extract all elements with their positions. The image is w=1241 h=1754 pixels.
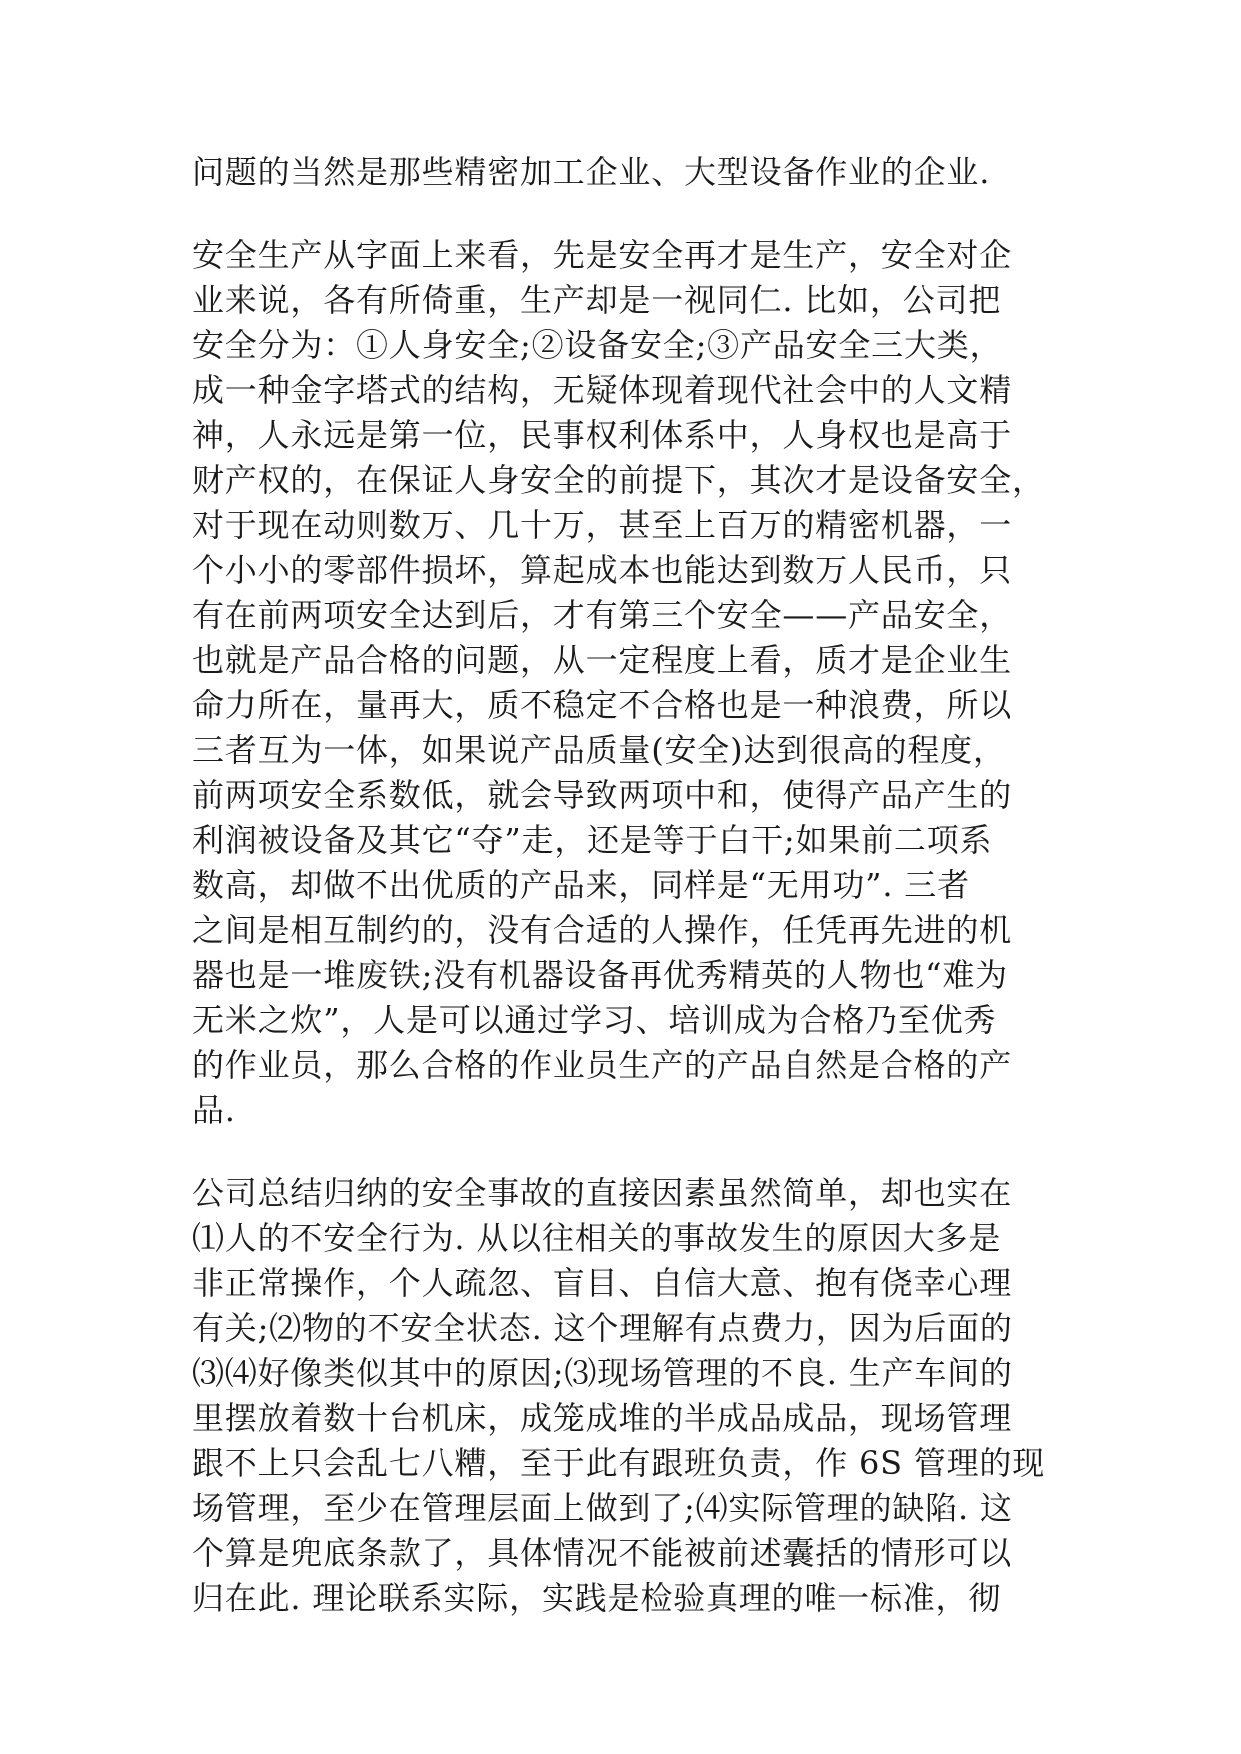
text-line: 归在此. 理论联系实际，实践是检验真理的唯一标准，彻 [192,1579,1002,1617]
paragraph-spacer [192,1133,1052,1171]
text-line: 问题的当然是那些精密加工企业、大型设备作业的企业. [192,153,991,191]
text-line: 公司总结归纳的安全事故的直接因素虽然简单，却也实在 [192,1174,1013,1212]
text-line: 场管理，至少在管理层面上做到了;⑷实际管理的缺陷. 这 [192,1489,1013,1527]
text-line: 业来说，各有所倚重，生产却是一视同仁. 比如，公司把 [192,281,1002,319]
text-line: 之间是相互制约的，没有合适的人操作，任凭再先进的机 [192,911,1013,949]
text-line: 三者互为一体，如果说产品质量(安全)达到很高的程度， [192,731,1006,769]
text-line: ⑶⑷好像类似其中的原因;⑶现场管理的不良. 生产车间的 [192,1354,1013,1392]
text-line: 利润被设备及其它“夺”走，还是等于白干;如果前二项系 [192,821,993,859]
paragraph-1 [192,150,1052,195]
text-line: 命力所在，量再大，质不稳定不合格也是一种浪费，所以 [192,686,1013,724]
text-line: 的作业员，那么合格的作业员生产的产品自然是合格的产 [192,1046,1013,1084]
paragraph-spacer [192,195,1052,233]
text-line: 器也是一堆废铁;没有机器设备再优秀精英的人物也“难为 [192,956,1008,994]
text-line: 财产权的，在保证人身安全的前提下，其次才是设备安全， [192,461,1045,499]
text-line: 无米之炊”，人是可以通过学习、培训成为合格乃至优秀 [192,1001,997,1039]
text-line: 有在前两项安全达到后，才有第三个安全——产品安全， [192,596,1013,634]
paragraph-3 [192,1171,1052,1621]
paragraph-2 [192,233,1052,1133]
text-line: 里摆放着数十台机床，成笼成堆的半成品成品，现场管理 [192,1399,1013,1437]
text-line: 数高，却做不出优质的产品来，同样是“无用功”. 三者 [192,866,970,904]
text-line: 安全分为：①人身安全;②设备安全;③产品安全三大类， [192,326,1003,364]
text-line: 前两项安全系数低，就会导致两项中和，使得产品产生的 [192,776,1013,814]
text-line: 品. [192,1091,236,1129]
text-line: ⑴人的不安全行为. 从以往相关的事故发生的原因大多是 [192,1219,1002,1257]
text-line: 也就是产品合格的问题，从一定程度上看，质才是企业生 [192,641,1013,679]
text-line: 跟不上只会乱七八糟，至于此有跟班负责，作 6S 管理的现 [192,1444,1046,1482]
text-line: 神，人永远是第一位，民事权利体系中，人身权也是高于 [192,416,1013,454]
text-line: 安全生产从字面上来看，先是安全再才是生产，安全对企 [192,236,1013,274]
body-text [192,150,1052,1621]
text-line: 有关;⑵物的不安全状态. 这个理解有点费力，因为后面的 [192,1309,1013,1347]
text-line: 个算是兜底条款了，具体情况不能被前述囊括的情形可以 [192,1534,1013,1572]
text-line: 对于现在动则数万、几十万，甚至上百万的精密机器，一 [192,506,1013,544]
text-line: 成一种金字塔式的结构，无疑体现着现代社会中的人文精 [192,371,1013,409]
text-line: 非正常操作，个人疏忽、盲目、自信大意、抱有侥幸心理 [192,1264,1013,1302]
text-line: 个小小的零部件损坏，算起成本也能达到数万人民币，只 [192,551,1013,589]
